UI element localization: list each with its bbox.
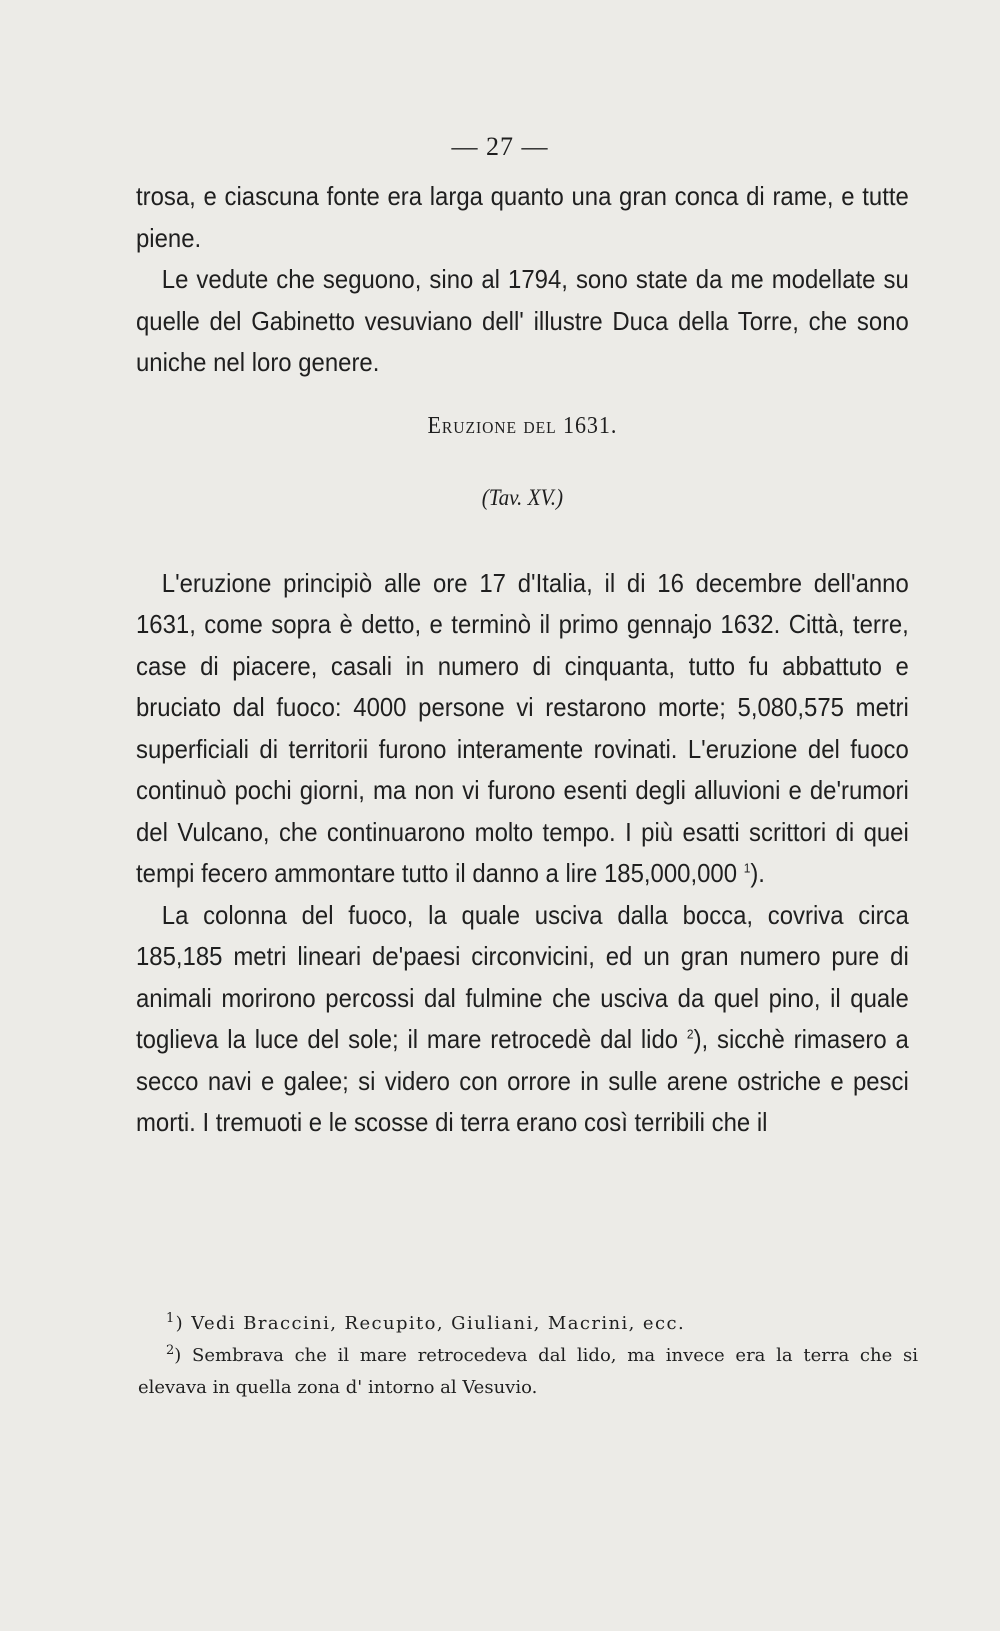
footnote-2 — [138, 1340, 918, 1404]
section-heading: Eruzione del 1631. — [427, 412, 618, 439]
footnote-1-text: ) Vedi Braccini, Recupito, Giuliani, Macrini, ecc. — [175, 1313, 686, 1334]
paragraph-4-text: La colonna del fuoco, la quale usciva dalla bocca, covriva circa 185,185 metri lineari de'paesi circonvicini, ed un gran numero pure di animali morirono percossi dal fulmine che usciva da quel pino, il quale toglieva la luce del sole; il mare retrocedè dal lido — [136, 899, 909, 1054]
main-text — [136, 176, 909, 1144]
footnote-ref-1: 1 — [743, 860, 751, 876]
paragraph-3 — [136, 563, 909, 895]
footnotes — [138, 1308, 918, 1404]
paragraph-4-end: ), sicchè rimasero a secco navi e galee; si videro con orrore in sulle arene ostriche e pesci morti. I tremuoti e le scosse di terra erano così terribili che il — [136, 1024, 909, 1137]
page-number: — 27 — — [451, 132, 549, 161]
paragraph-3-end: ). — [750, 858, 765, 888]
footnote-1 — [138, 1308, 918, 1340]
footnote-2-text: ) Sembrava che il mare retrocedeva dal lido, ma invece era la terra che si elevava in quella zona d' intorno al Vesuvio. — [138, 1345, 918, 1398]
paragraph-4 — [136, 895, 909, 1144]
paragraph-1: trosa, e ciascuna fonte era larga quanto una gran conca di rame, e tutte piene. — [136, 181, 909, 253]
footnote-2-mark: 2 — [166, 1343, 175, 1358]
plate-reference: (Tav. XV.) — [481, 485, 564, 510]
paragraph-3-text: L'eruzione principiò alle ore 17 d'Italia, il di 16 decembre dell'anno 1631, come sopra è detto, e terminò il primo gennajo 1632. Città, terre, case di piacere, casali in numero di cinquanta, tutto fu abbattuto e bruciato dal fuoco: 4000 persone vi restarono morte; 5,080,575 metri superficiali di territorii furono interamente rovinati. L'eruzione del fuoco continuò pochi giorni, ma non vi furono esenti degli alluvioni e de'rumori del Vulcano, che continuarono molto tempo. I più esatti scrittori di quei tempi fecero ammontare tutto il danno a lire 185,000,000 — [136, 567, 909, 888]
footnote-1-mark: 1 — [166, 1311, 176, 1326]
footnote-ref-2: 2 — [686, 1026, 694, 1042]
paragraph-2: Le vedute che seguono, sino al 1794, sono state da me modellate su quelle del Gabinetto vesuviano dell' illustre Duca della Torre, che sono uniche nel loro genere. — [136, 264, 909, 377]
